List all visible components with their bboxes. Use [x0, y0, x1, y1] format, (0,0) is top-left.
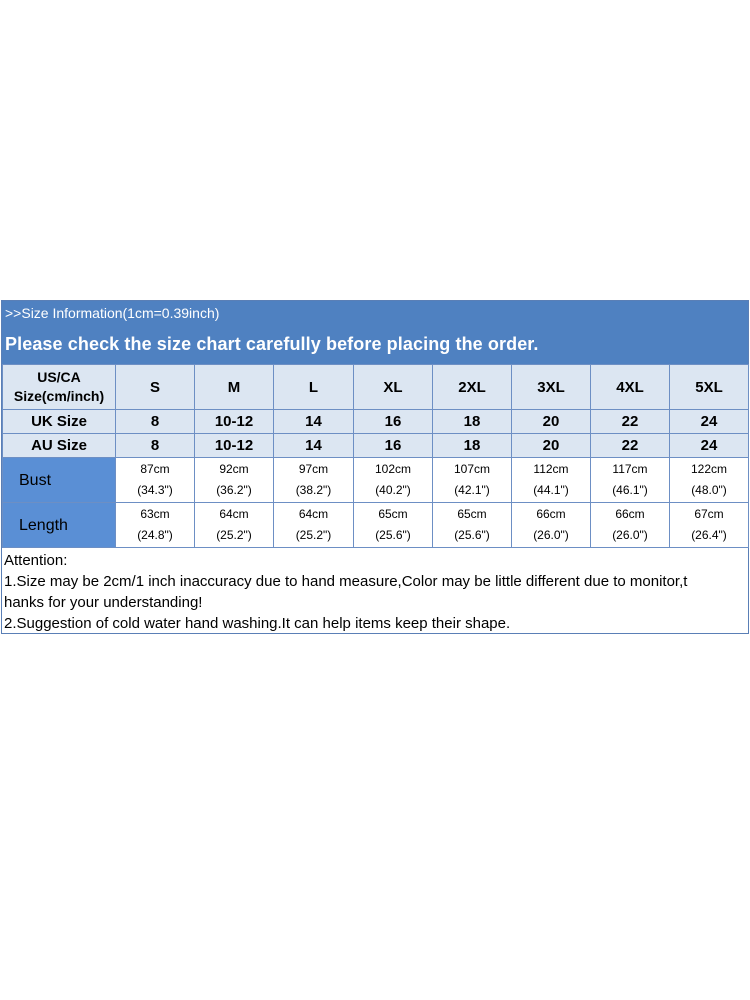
length-cell: 65cm (25.6") — [433, 503, 512, 548]
us-size-cell: L — [274, 365, 354, 410]
bust-cell: 97cm (38.2") — [274, 458, 354, 503]
us-size-row — [3, 365, 749, 410]
attention-line-3: 2.Suggestion of cold water hand washing.It can help items keep their shape. — [4, 615, 511, 632]
au-size-cell: 20 — [512, 434, 591, 458]
au-size-cell: 8 — [116, 434, 195, 458]
uk-size-cell: 8 — [116, 410, 195, 434]
length-cell: 64cm (25.2") — [274, 503, 354, 548]
length-cell: 64cm (25.2") — [195, 503, 274, 548]
bust-cell: 102cm (40.2") — [354, 458, 433, 503]
au-size-label: AU Size — [3, 434, 116, 458]
attention-notes — [2, 548, 748, 634]
au-size-cell: 24 — [670, 434, 749, 458]
uk-size-cell: 14 — [274, 410, 354, 434]
au-size-cell: 14 — [274, 434, 354, 458]
au-size-cell: 16 — [354, 434, 433, 458]
length-label: Length — [3, 503, 116, 548]
uk-size-row — [3, 410, 749, 434]
uk-size-cell: 22 — [591, 410, 670, 434]
au-size-row — [3, 434, 749, 458]
bust-cell: 112cm (44.1") — [512, 458, 591, 503]
length-cell: 65cm (25.6") — [354, 503, 433, 548]
us-size-cell: XL — [354, 365, 433, 410]
uk-size-cell: 16 — [354, 410, 433, 434]
au-size-cell: 10-12 — [195, 434, 274, 458]
length-row — [3, 503, 749, 548]
us-size-cell: S — [116, 365, 195, 410]
uk-size-cell: 10-12 — [195, 410, 274, 434]
length-cell: 63cm (24.8") — [116, 503, 195, 548]
uk-size-cell: 24 — [670, 410, 749, 434]
size-table — [2, 364, 749, 548]
bust-cell: 92cm (36.2") — [195, 458, 274, 503]
attention-line-2: hanks for your understanding! — [4, 594, 203, 611]
uk-size-cell: 18 — [433, 410, 512, 434]
bust-row — [3, 458, 749, 503]
uk-size-cell: 20 — [512, 410, 591, 434]
uk-size-label: UK Size — [3, 410, 116, 434]
bust-cell: 117cm (46.1") — [591, 458, 670, 503]
length-cell: 67cm (26.4") — [670, 503, 749, 548]
us-size-cell: M — [195, 365, 274, 410]
bust-label: Bust — [3, 458, 116, 503]
au-size-cell: 22 — [591, 434, 670, 458]
au-size-cell: 18 — [433, 434, 512, 458]
size-chart-notice: Please check the size chart carefully before placing the order. — [2, 326, 748, 364]
size-info-header: >>Size Information(1cm=0.39inch) — [2, 301, 748, 326]
bust-cell: 122cm (48.0") — [670, 458, 749, 503]
length-cell: 66cm (26.0") — [591, 503, 670, 548]
us-size-label: US/CA Size(cm/inch) — [3, 365, 116, 410]
bust-cell: 107cm (42.1") — [433, 458, 512, 503]
attention-title: Attention: — [4, 552, 68, 569]
us-size-cell: 5XL — [670, 365, 749, 410]
us-size-cell: 2XL — [433, 365, 512, 410]
us-size-cell: 4XL — [591, 365, 670, 410]
length-cell: 66cm (26.0") — [512, 503, 591, 548]
attention-line-1: 1.Size may be 2cm/1 inch inaccuracy due to hand measure,Color may be little different due to monitor,t — [4, 573, 688, 590]
size-chart — [1, 300, 749, 634]
bust-cell: 87cm (34.3") — [116, 458, 195, 503]
us-size-cell: 3XL — [512, 365, 591, 410]
